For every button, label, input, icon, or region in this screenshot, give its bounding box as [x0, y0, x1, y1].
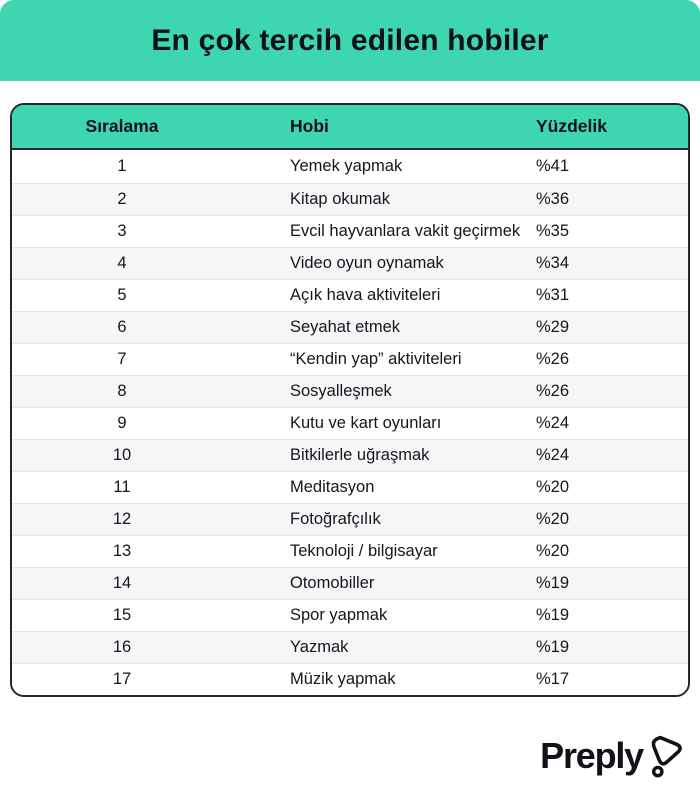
percent-cell: %19	[536, 606, 570, 624]
hobby-cell: Kitap okumak	[290, 190, 390, 208]
table-row	[12, 311, 688, 343]
table-row	[12, 183, 688, 215]
percent-cell: %35	[536, 222, 570, 240]
table-row	[12, 631, 688, 663]
percent-cell: %19	[536, 638, 570, 656]
table-header-row	[12, 105, 688, 150]
percent-cell: %20	[536, 542, 570, 560]
hobby-cell: “Kendin yap” aktiviteleri	[290, 350, 462, 368]
rank-cell: 8	[117, 382, 127, 400]
rank-cell: 11	[113, 478, 131, 496]
hobby-cell: Seyahat etmek	[290, 318, 401, 336]
percent-cell: %41	[536, 157, 570, 175]
hobby-cell: Kutu ve kart oyunları	[290, 414, 442, 432]
percent-cell: %29	[536, 318, 570, 336]
percent-cell: %34	[536, 254, 570, 272]
table-row	[12, 503, 688, 535]
column-header-rank: Sıralama	[85, 116, 159, 136]
page-title: En çok tercih edilen hobiler	[151, 23, 549, 57]
column-header-percent: Yüzdelik	[536, 116, 607, 136]
hobby-ranking-table	[10, 103, 690, 697]
hobby-cell: Sosyalleşmek	[290, 382, 392, 400]
hobby-cell: Spor yapmak	[290, 606, 388, 624]
table-row	[12, 439, 688, 471]
title-banner	[0, 0, 700, 81]
table-row	[12, 150, 688, 183]
table-row	[12, 343, 688, 375]
rank-cell: 14	[112, 574, 132, 592]
table-row	[12, 279, 688, 311]
hobby-cell: Otomobiller	[290, 574, 375, 592]
rank-cell: 13	[112, 542, 132, 560]
table-row	[12, 567, 688, 599]
rank-cell: 17	[112, 670, 132, 688]
table-row	[12, 663, 688, 695]
table-row	[12, 599, 688, 631]
hobby-cell: Yazmak	[290, 638, 349, 656]
rank-cell: 4	[117, 254, 127, 272]
rank-cell: 1	[117, 157, 127, 175]
percent-cell: %20	[536, 510, 570, 528]
rank-cell: 3	[117, 222, 127, 240]
percent-cell: %20	[536, 478, 570, 496]
rank-cell: 9	[117, 414, 127, 432]
percent-cell: %17	[536, 670, 570, 688]
table-row	[12, 407, 688, 439]
hobby-cell: Müzik yapmak	[290, 670, 396, 688]
hobby-cell: Evcil hayvanlara vakit geçirmek	[290, 222, 521, 240]
percent-cell: %26	[536, 382, 570, 400]
preply-wordmark: Preply	[540, 735, 643, 776]
hobby-cell: Yemek yapmak	[290, 157, 403, 175]
table-row	[12, 247, 688, 279]
percent-cell: %24	[536, 414, 570, 432]
preply-logo	[540, 733, 687, 779]
percent-cell: %36	[536, 190, 570, 208]
table-body	[12, 150, 688, 695]
percent-cell: %24	[536, 446, 570, 464]
rank-cell: 16	[112, 638, 132, 656]
hobby-cell: Fotoğrafçılık	[290, 510, 381, 528]
rank-cell: 2	[117, 190, 127, 208]
hobby-cell: Teknoloji / bilgisayar	[290, 542, 438, 560]
table-row	[12, 215, 688, 247]
rank-cell: 15	[112, 606, 132, 624]
table-row	[12, 471, 688, 503]
hobby-cell: Açık hava aktiviteleri	[290, 286, 441, 304]
rank-cell: 7	[117, 350, 127, 368]
table-row	[12, 535, 688, 567]
percent-cell: %31	[536, 286, 570, 304]
percent-cell: %26	[536, 350, 570, 368]
percent-cell: %19	[536, 574, 570, 592]
rank-cell: 5	[117, 286, 127, 304]
hobby-cell: Video oyun oynamak	[290, 254, 444, 272]
preply-speech-bubble-icon	[647, 733, 687, 779]
rank-cell: 10	[112, 446, 132, 464]
rank-cell: 6	[117, 318, 127, 336]
column-header-hobby: Hobi	[290, 116, 329, 136]
hobby-cell: Bitkilerle uğraşmak	[290, 446, 430, 464]
rank-cell: 12	[112, 510, 132, 528]
table-row	[12, 375, 688, 407]
hobby-cell: Meditasyon	[290, 478, 375, 496]
